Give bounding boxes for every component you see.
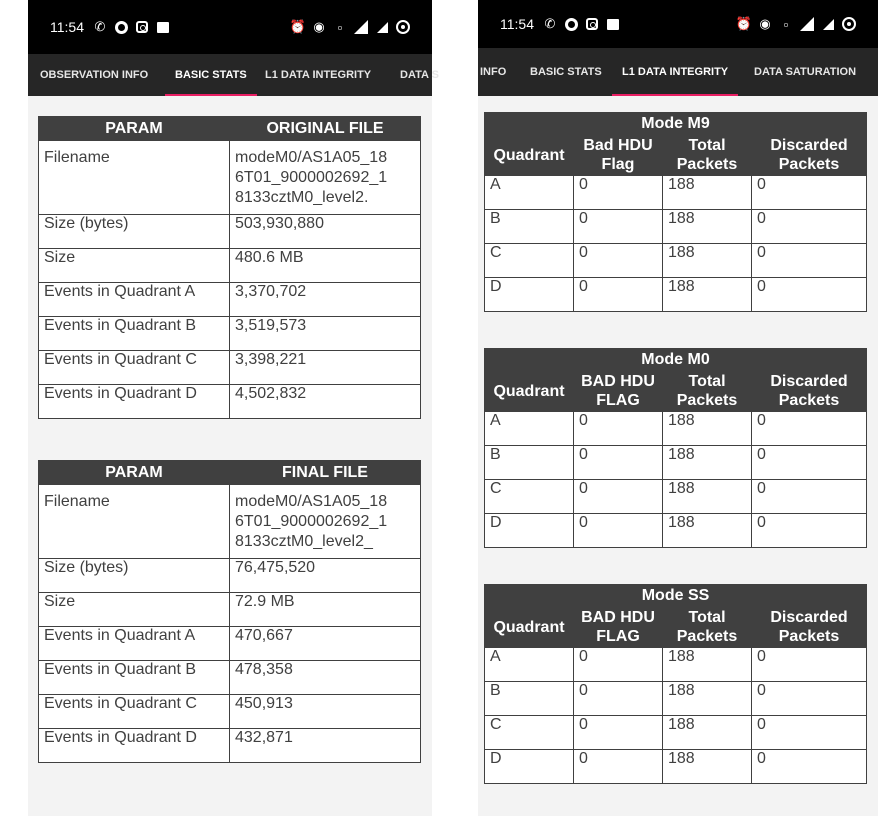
tab-basic-stats[interactable]: BASIC STATS: [530, 66, 602, 78]
table-row: [485, 210, 867, 244]
cell-bad-hdu: 0: [574, 514, 663, 548]
row-label: Size: [39, 593, 230, 627]
cell-discarded: 0: [752, 682, 867, 716]
row-label: Events in Quadrant D: [39, 385, 230, 419]
col-header-discarded-packets: Discarded Packets: [752, 135, 867, 176]
filename-line: 6T01_9000002692_1: [235, 513, 388, 530]
col-header-total-packets: Total Packets: [663, 135, 752, 176]
cell-quadrant: C: [485, 244, 574, 278]
hotspot-icon: ◉: [759, 16, 771, 31]
mode-m9-table: [484, 112, 867, 312]
col-header-quadrant: Quadrant: [485, 607, 574, 648]
cell-total: 188: [663, 682, 752, 716]
signal-icon: [820, 16, 836, 32]
whatsapp-icon: ✆: [94, 19, 106, 34]
row-label: Events in Quadrant C: [39, 351, 230, 385]
row-value: 76,475,520: [230, 559, 421, 593]
cell-quadrant: A: [485, 176, 574, 210]
filename-line: modeM0/AS1A05_18: [235, 149, 388, 166]
table-row: [39, 249, 421, 283]
mode-title: Mode SS: [485, 585, 867, 607]
col-header-quadrant: Quadrant: [485, 371, 574, 412]
row-value: 478,358: [230, 661, 421, 695]
cell-quadrant: A: [485, 412, 574, 446]
final-file-header: FINAL FILE: [230, 461, 421, 485]
alarm-icon: ⏰: [735, 16, 753, 31]
cell-discarded: 0: [752, 278, 867, 312]
tab-observation-info[interactable]: OBSERVATION INFO: [40, 69, 149, 81]
status-bar: [28, 0, 432, 54]
cell-total: 188: [663, 446, 752, 480]
row-value: 432,871: [230, 729, 421, 763]
table-row: [39, 661, 421, 695]
cell-total: 188: [663, 278, 752, 312]
instagram-icon: [584, 16, 600, 32]
row-value: 480.6 MB: [230, 249, 421, 283]
image-icon: [605, 16, 621, 32]
table-row: [485, 716, 867, 750]
table-row: [39, 215, 421, 249]
filename-line: 6T01_9000002692_1: [235, 169, 388, 186]
cell-discarded: 0: [752, 244, 867, 278]
right-screen: [478, 0, 878, 816]
row-label: Events in Quadrant D: [39, 729, 230, 763]
row-label: Size (bytes): [39, 559, 230, 593]
cell-total: 188: [663, 716, 752, 750]
cell-total: 188: [663, 412, 752, 446]
cell-discarded: 0: [752, 716, 867, 750]
vibrate-icon: ▫: [337, 19, 343, 35]
cell-discarded: 0: [752, 514, 867, 548]
alarm-icon: ⏰: [289, 19, 307, 34]
table-row: [485, 244, 867, 278]
cell-total: 188: [663, 648, 752, 682]
cell-bad-hdu: 0: [574, 716, 663, 750]
cell-quadrant: D: [485, 514, 574, 548]
col-header-bad-hdu: BAD HDU FLAG: [574, 371, 663, 412]
table-row: [39, 317, 421, 351]
cell-total: 188: [663, 244, 752, 278]
row-value: 3,398,221: [230, 351, 421, 385]
col-header-discarded-packets: Discarded Packets: [752, 607, 867, 648]
cell-quadrant: D: [485, 750, 574, 784]
table-row: [39, 485, 421, 559]
cell-bad-hdu: 0: [574, 176, 663, 210]
tab-data-saturation[interactable]: DATA S: [400, 69, 439, 81]
param-header: PARAM: [39, 117, 230, 141]
cell-quadrant: C: [485, 480, 574, 514]
tab-bar: [478, 48, 878, 96]
tab-data-saturation[interactable]: DATA SATURATION: [754, 66, 857, 78]
record-icon: [113, 19, 129, 35]
cell-discarded: 0: [752, 446, 867, 480]
table-row: [39, 695, 421, 729]
row-label: Size: [39, 249, 230, 283]
col-header-total-packets: Total Packets: [663, 371, 752, 412]
signal-icon: [374, 19, 390, 35]
tab-bar: [28, 54, 439, 96]
filename-line: 8133cztM0_level2.: [235, 189, 369, 206]
cell-quadrant: B: [485, 446, 574, 480]
row-label: Events in Quadrant A: [39, 283, 230, 317]
table-row: [485, 480, 867, 514]
status-time: 11:54: [500, 16, 534, 32]
mode-m0-table: [484, 348, 867, 548]
whatsapp-icon: ✆: [544, 16, 556, 31]
cell-discarded: 0: [752, 176, 867, 210]
row-label: Events in Quadrant C: [39, 695, 230, 729]
cell-discarded: 0: [752, 750, 867, 784]
cell-discarded: 0: [752, 412, 867, 446]
table-row: [485, 176, 867, 210]
cell-total: 188: [663, 480, 752, 514]
row-value: 470,667: [230, 627, 421, 661]
table-row: [485, 514, 867, 548]
col-header-bad-hdu: Bad HDU Flag: [574, 135, 663, 176]
cell-total: 188: [663, 514, 752, 548]
cell-bad-hdu: 0: [574, 750, 663, 784]
tab-l1-data-integrity[interactable]: L1 DATA INTEGRITY: [265, 69, 372, 81]
table-row: [39, 141, 421, 215]
row-value: 72.9 MB: [230, 593, 421, 627]
original-file-header: ORIGINAL FILE: [230, 117, 421, 141]
4g-signal-icon: [799, 16, 815, 32]
cell-discarded: 0: [752, 210, 867, 244]
col-header-bad-hdu: BAD HDU FLAG: [574, 607, 663, 648]
col-header-discarded-packets: Discarded Packets: [752, 371, 867, 412]
mode-title: Mode M9: [485, 113, 867, 135]
cell-bad-hdu: 0: [574, 480, 663, 514]
table-row: [485, 412, 867, 446]
cell-quadrant: C: [485, 716, 574, 750]
filename-value: [230, 141, 421, 215]
image-icon: [155, 19, 171, 35]
row-value: 3,370,702: [230, 283, 421, 317]
table-row: [39, 559, 421, 593]
tab-basic-stats[interactable]: BASIC STATS: [175, 54, 247, 96]
record-icon: [563, 16, 579, 32]
cell-bad-hdu: 0: [574, 210, 663, 244]
cell-quadrant: B: [485, 682, 574, 716]
table-row: [485, 446, 867, 480]
row-label: Events in Quadrant B: [39, 661, 230, 695]
target-icon: [395, 19, 411, 35]
status-time: 11:54: [50, 19, 84, 35]
table-row: [39, 729, 421, 763]
cell-bad-hdu: 0: [574, 244, 663, 278]
original-file-table: [38, 116, 421, 419]
table-row: [485, 682, 867, 716]
table-row: [39, 627, 421, 661]
row-value: 3,519,573: [230, 317, 421, 351]
row-label: Events in Quadrant A: [39, 627, 230, 661]
tab-l1-data-integrity[interactable]: L1 DATA INTEGRITY: [622, 48, 728, 96]
row-value: 503,930,880: [230, 215, 421, 249]
cell-bad-hdu: 0: [574, 682, 663, 716]
col-header-quadrant: Quadrant: [485, 135, 574, 176]
col-header-total-packets: Total Packets: [663, 607, 752, 648]
cell-total: 188: [663, 176, 752, 210]
table-row: [39, 593, 421, 627]
row-value: 450,913: [230, 695, 421, 729]
left-screen: [28, 0, 439, 816]
cell-quadrant: B: [485, 210, 574, 244]
cell-total: 188: [663, 210, 752, 244]
cell-bad-hdu: 0: [574, 412, 663, 446]
cell-total: 188: [663, 750, 752, 784]
table-row: [39, 385, 421, 419]
table-row: [485, 750, 867, 784]
cell-quadrant: A: [485, 648, 574, 682]
final-file-table: [38, 460, 421, 763]
status-bar: [478, 0, 878, 48]
table-row: [485, 648, 867, 682]
row-value: 4,502,832: [230, 385, 421, 419]
mode-ss-table: [484, 584, 867, 784]
filename-line: modeM0/AS1A05_18: [235, 493, 388, 510]
row-label: Events in Quadrant B: [39, 317, 230, 351]
cell-bad-hdu: 0: [574, 446, 663, 480]
target-icon: [841, 16, 857, 32]
param-header: PARAM: [39, 461, 230, 485]
cell-bad-hdu: 0: [574, 648, 663, 682]
hotspot-icon: ◉: [313, 19, 325, 34]
row-label: Size (bytes): [39, 215, 230, 249]
filename-line: 8133cztM0_level2_: [235, 533, 373, 550]
filename-label: Filename: [39, 141, 230, 215]
filename-label: Filename: [39, 485, 230, 559]
4g-signal-icon: [353, 19, 369, 35]
cell-bad-hdu: 0: [574, 278, 663, 312]
cell-discarded: 0: [752, 480, 867, 514]
tab-info[interactable]: INFO: [480, 66, 507, 78]
cell-quadrant: D: [485, 278, 574, 312]
filename-value: [230, 485, 421, 559]
table-row: [485, 278, 867, 312]
vibrate-icon: ▫: [783, 16, 789, 32]
cell-discarded: 0: [752, 648, 867, 682]
table-row: [39, 283, 421, 317]
mode-title: Mode M0: [485, 349, 867, 371]
table-row: [39, 351, 421, 385]
instagram-icon: [134, 19, 150, 35]
